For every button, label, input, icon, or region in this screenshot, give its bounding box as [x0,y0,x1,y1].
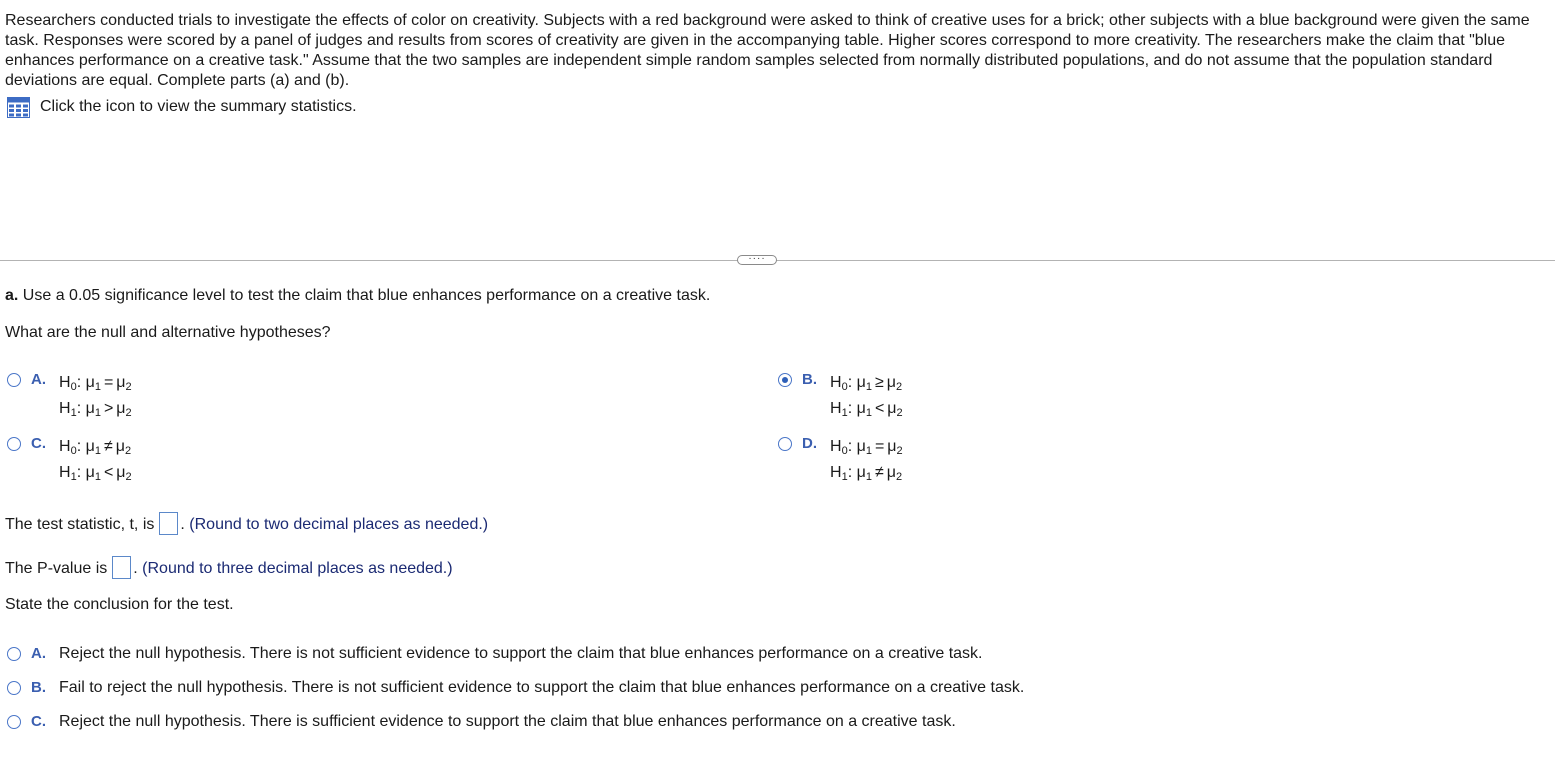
radio-button-b[interactable] [7,681,21,695]
mu-symbol: μ [116,374,126,391]
alternative-hypothesis [830,460,903,486]
table-icon[interactable] [7,97,30,118]
mu-subscript: 1 [94,445,101,457]
p-value-hint: (Round to three decimal places as needed.) [142,560,453,577]
colon: : [847,400,853,417]
mu-subscript: 2 [896,407,903,419]
colon: : [76,374,82,391]
part-a-label: a. [5,287,19,304]
h-subscript: 0 [841,445,848,457]
mu-symbol: μ [856,374,866,391]
relation-operator: > [103,400,114,417]
h-symbol: H [59,374,71,391]
test-statistic-hint: (Round to two decimal places as needed.) [189,516,489,533]
null-hypothesis [830,370,903,396]
radio-button-a[interactable] [7,647,21,661]
mu-symbol: μ [856,464,866,481]
option-letter: B. [31,679,46,696]
null-hypothesis [59,434,132,460]
h-subscript: 1 [70,407,77,419]
mu-subscript: 1 [94,471,101,483]
colon: : [76,464,82,481]
mu-subscript: 2 [895,381,903,393]
section-divider [0,260,1555,261]
relation-operator: ≠ [874,464,884,481]
mu-symbol: μ [115,438,125,455]
hypotheses-pair [830,370,903,422]
part-a-prompt-text: Use a 0.05 significance level to test the claim that blue enhances performance on a creative task. [22,287,711,304]
hypothesis-option-c[interactable] [7,434,132,486]
mu-subscript: 1 [865,471,872,483]
h-subscript: 0 [841,381,848,393]
mu-symbol: μ [856,438,866,455]
h-subscript: 0 [70,445,77,457]
problem-statement: Researchers conducted trials to investigate the effects of color on creativity. Subjects with a red background were asked to think of creative uses for a brick; other subjects with a blue background were given the same task. Responses were scored by a panel of judges and results from scores of creativity are given in the accompanying table. Higher scores correspond to more creativity. The researchers make the claim that "blue enhances performance on a creative task." Assume that the two samples are independent simple random samples selected from normally distributed populations, and do not assume that the population standard deviations are equal. Complete parts (a) and (b). [5,12,1530,89]
mu-symbol: μ [85,374,95,391]
option-text: Fail to reject the null hypothesis. There is not sufficient evidence to support the claim that blue enhances performance on a creative task. [59,679,1025,696]
option-text: Reject the null hypothesis. There is not sufficient evidence to support the claim that blue enhances performance on a creative task. [59,645,983,662]
hypotheses-question: What are the null and alternative hypotheses? [5,324,331,341]
mu-symbol: μ [116,464,126,481]
colon: : [847,464,853,481]
mu-subscript: 2 [896,445,903,457]
relation-operator: = [874,438,885,455]
p-value-input[interactable] [112,556,131,579]
radio-button-b[interactable] [778,373,792,387]
colon: : [76,400,82,417]
mu-subscript: 1 [865,407,872,419]
relation-operator: ≠ [103,438,113,455]
mu-symbol: μ [85,464,95,481]
mu-symbol: μ [886,374,896,391]
mu-subscript: 2 [125,381,132,393]
h-symbol: H [830,374,842,391]
alternative-hypothesis [830,396,903,422]
h-symbol: H [59,438,71,455]
hypothesis-option-d[interactable] [778,434,903,486]
colon: : [847,438,853,455]
hypothesis-option-b[interactable] [778,370,903,422]
h-symbol: H [830,464,842,481]
mu-subscript: 2 [125,407,132,419]
test-statistic-suffix: . [180,516,185,533]
conclusion-option-c[interactable] [7,712,956,732]
colon: : [847,374,853,391]
mu-symbol: μ [116,400,126,417]
mu-symbol: μ [85,400,95,417]
alternative-hypothesis [59,396,132,422]
p-value-line [5,556,453,579]
mu-symbol: μ [886,464,896,481]
colon: : [76,438,82,455]
conclusion-option-b[interactable] [7,678,1024,698]
option-letter: D. [802,435,817,452]
mu-subscript: 1 [865,381,872,393]
mu-subscript: 1 [865,445,872,457]
test-statistic-line [5,512,488,535]
relation-operator: = [103,374,114,391]
alternative-hypothesis [59,460,132,486]
expand-handle-button[interactable]: ···· [737,255,777,265]
test-statistic-prefix: The test statistic, t, is [5,516,155,533]
option-letter: A. [31,371,46,388]
test-statistic-input[interactable] [159,512,178,535]
p-value-suffix: . [133,560,138,577]
summary-link-text[interactable]: Click the icon to view the summary statistics. [40,98,357,115]
mu-symbol: μ [887,438,897,455]
mu-symbol: μ [85,438,95,455]
h-symbol: H [59,400,71,417]
option-text: Reject the null hypothesis. There is sufficient evidence to support the claim that blue enhances performance on a creative task. [59,713,956,730]
h-symbol: H [830,400,842,417]
null-hypothesis [59,370,132,396]
option-letter: C. [31,435,46,452]
radio-button-a[interactable] [7,373,21,387]
h-symbol: H [59,464,71,481]
hypotheses-pair [830,434,903,486]
mu-subscript: 2 [124,445,132,457]
hypotheses-pair [59,434,132,486]
mu-subscript: 2 [895,471,903,483]
p-value-prefix: The P-value is [5,560,108,577]
mu-symbol: μ [856,400,866,417]
h-subscript: 0 [70,381,77,393]
mu-subscript: 1 [94,381,101,393]
null-hypothesis [830,434,903,460]
radio-button-d[interactable] [778,437,792,451]
mu-subscript: 1 [94,407,101,419]
h-symbol: H [830,438,842,455]
relation-operator: < [874,400,885,417]
h-subscript: 1 [841,407,848,419]
h-subscript: 1 [841,471,848,483]
radio-button-c[interactable] [7,715,21,729]
part-a-prompt [5,286,710,306]
mu-symbol: μ [887,400,897,417]
radio-button-c[interactable] [7,437,21,451]
relation-operator: < [103,464,114,481]
mu-subscript: 2 [125,471,132,483]
relation-operator: ≥ [874,374,884,391]
summary-statistics-link[interactable] [7,96,357,118]
option-letter: A. [31,645,46,662]
option-letter: B. [802,371,817,388]
hypotheses-pair [59,370,132,422]
hypothesis-option-a[interactable] [7,370,132,422]
conclusion-option-a[interactable] [7,644,983,664]
h-subscript: 1 [70,471,77,483]
option-letter: C. [31,713,46,730]
conclusion-prompt: State the conclusion for the test. [5,596,234,613]
